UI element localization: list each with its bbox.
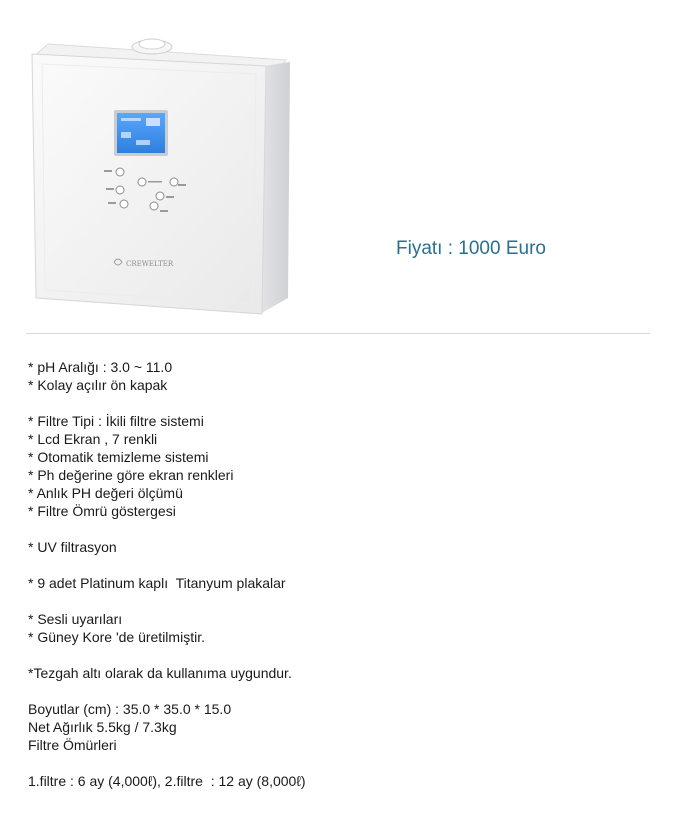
spec-line: * pH Aralığı : 3.0 ~ 11.0 xyxy=(28,359,173,375)
spec-line: * Filtre Tipi : İkili filtre sistemi xyxy=(28,413,204,429)
spec-line: Filtre Ömürleri xyxy=(28,737,117,753)
spec-line: * UV filtrasyon xyxy=(28,539,117,555)
spec-line: *Tezgah altı olarak da kullanıma uygundur. xyxy=(28,665,292,681)
spec-line: * Ph değerine göre ekran renkleri xyxy=(28,467,234,483)
product-image xyxy=(28,36,296,318)
spec-line: * Anlık PH değeri ölçümü xyxy=(28,485,183,501)
spec-line: * Sesli uyarıları xyxy=(28,611,123,627)
spec-list xyxy=(28,358,648,790)
spec-line: * Kolay açılır ön kapak xyxy=(28,377,168,393)
divider xyxy=(26,333,650,334)
spec-line: * Lcd Ekran , 7 renkli xyxy=(28,431,158,447)
spec-spacer xyxy=(28,520,648,538)
spec-spacer xyxy=(28,592,648,610)
spec-line: * 9 adet Platinum kaplı Titanyum plakalar xyxy=(28,575,286,591)
spec-line: 1.filtre : 6 ay (4,000ℓ), 2.filtre : 12 ay (8,000ℓ) xyxy=(28,773,306,789)
spec-spacer xyxy=(28,394,648,412)
spec-spacer xyxy=(28,754,648,772)
brand-logo: CREWELTER xyxy=(126,260,174,268)
spec-line: * Filtre Ömrü göstergesi xyxy=(28,503,176,519)
spec-line: Net Ağırlık 5.5kg / 7.3kg xyxy=(28,719,177,735)
price-label: Fiyatı : 1000 Euro xyxy=(396,238,546,259)
spec-line: * Güney Kore 'de üretilmiştir. xyxy=(28,629,205,645)
spec-spacer xyxy=(28,556,648,574)
spec-spacer xyxy=(28,682,648,700)
spec-line: * Otomatik temizleme sistemi xyxy=(28,449,209,465)
spec-line: Boyutlar (cm) : 35.0 * 35.0 * 15.0 xyxy=(28,701,232,717)
spec-spacer xyxy=(28,646,648,664)
